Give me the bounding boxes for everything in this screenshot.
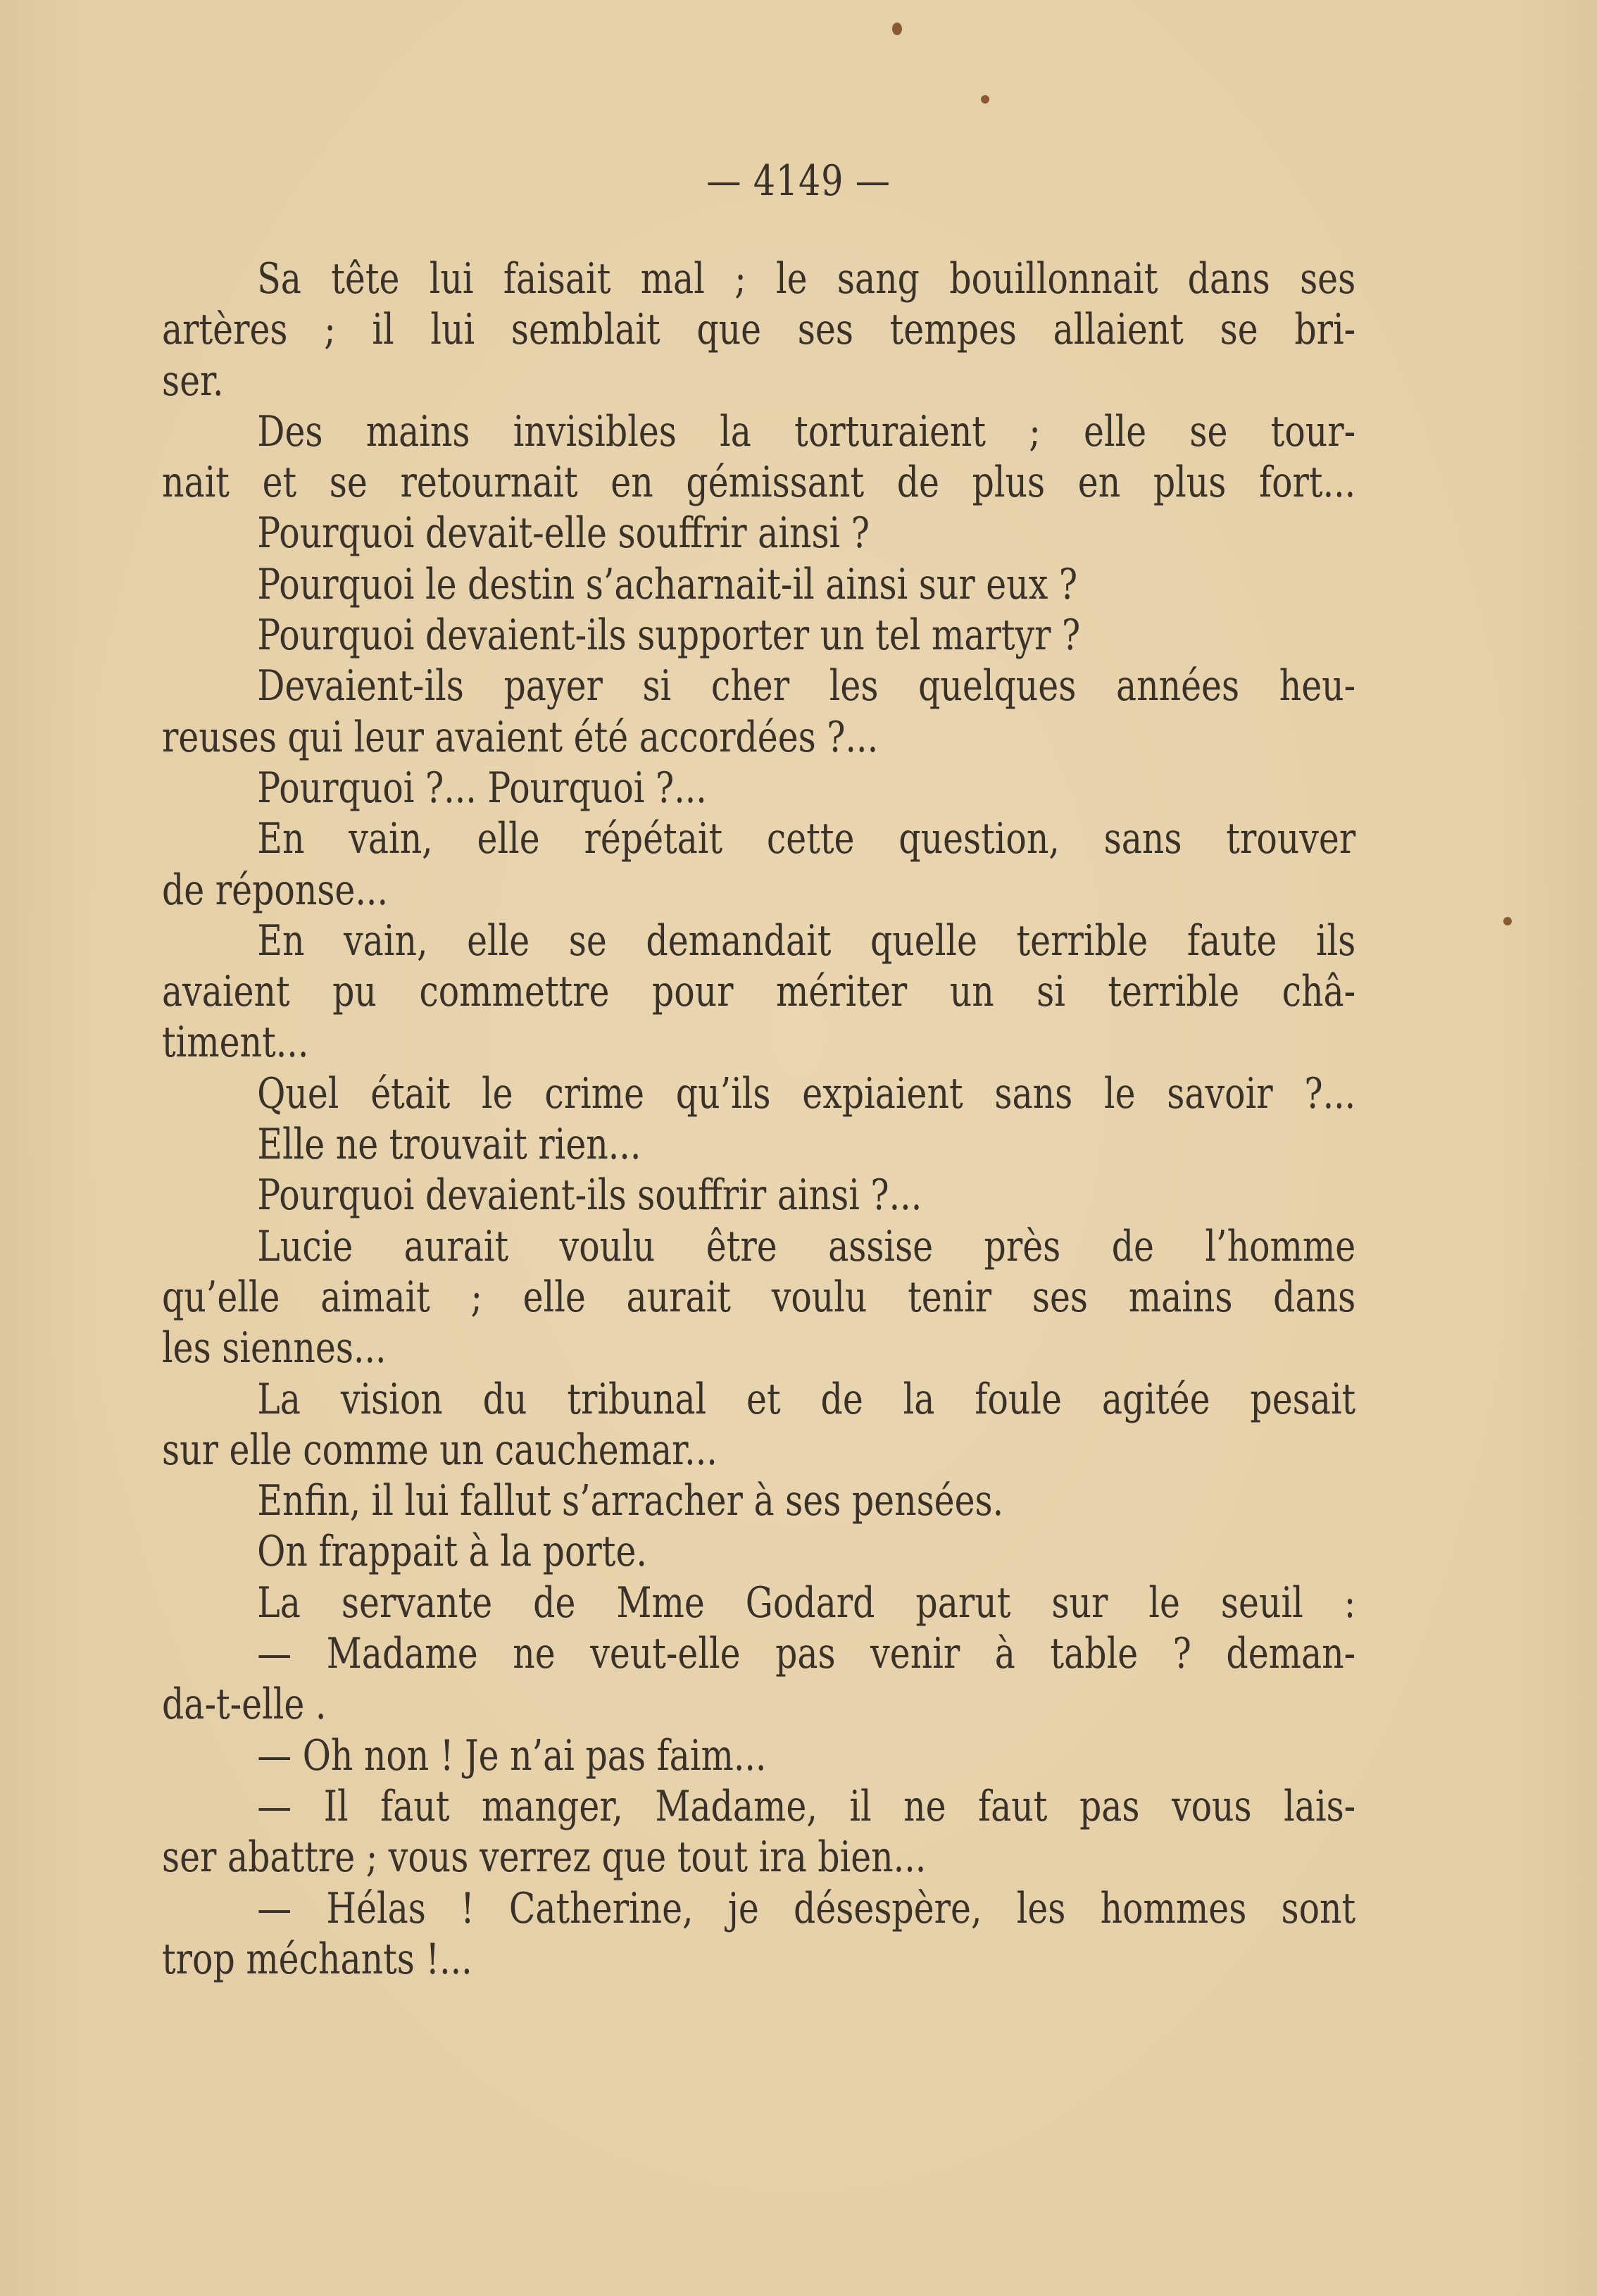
text-line: Enfin, il lui fallut s’arracher à ses pensées. <box>257 1476 1004 1526</box>
text-line: qu’elle aimait ; elle aurait voulu tenir ses mains dans <box>162 1272 1356 1322</box>
ink-speck <box>1503 917 1512 925</box>
text-line: trop méchants !... <box>162 1934 472 1984</box>
text-line: Pourquoi devait-elle souffrir ainsi ? <box>257 509 870 559</box>
text-line: artères ; il lui semblait que ses tempes allaient se bri- <box>162 305 1356 355</box>
ink-speck <box>892 23 902 35</box>
text-line: ser. <box>162 356 224 406</box>
ink-speck <box>981 95 989 104</box>
text-line: — Hélas ! Catherine, je désespère, les hommes sont <box>257 1883 1356 1933</box>
text-line: On frappait à la porte. <box>257 1527 647 1577</box>
text-line: Quel était le crime qu’ils expiaient sans le savoir ?... <box>257 1068 1356 1118</box>
text-line: sur elle comme un cauchemar... <box>162 1425 718 1475</box>
text-line: Pourquoi devaient-ils souffrir ainsi ?... <box>257 1171 922 1221</box>
text-line: de réponse... <box>162 865 389 915</box>
text-line: — Il faut manger, Madame, il ne faut pas vous lais- <box>257 1781 1356 1831</box>
text-line: La servante de Mme Godard parut sur le seuil : <box>257 1578 1356 1628</box>
text-line: avaient pu commettre pour mériter un si terrible châ- <box>162 967 1356 1017</box>
text-line: les siennes... <box>162 1323 387 1373</box>
text-line: ser abattre ; vous verrez que tout ira bien... <box>162 1833 927 1883</box>
text-line: La vision du tribunal et de la foule agitée pesait <box>257 1374 1356 1424</box>
text-line: da-t-elle . <box>162 1680 327 1730</box>
text-line: Sa tête lui faisait mal ; le sang bouillonnait dans ses <box>257 254 1356 304</box>
text-line: Elle ne trouvait rien... <box>257 1120 641 1170</box>
text-line: Devaient-ils payer si cher les quelques années heu- <box>257 661 1356 711</box>
text-line: Des mains invisibles la torturaient ; elle se tour- <box>257 406 1356 456</box>
text-line: Pourquoi le destin s’acharnait-il ainsi sur eux ? <box>257 559 1078 609</box>
text-line: nait et se retournait en gémissant de plus en plus fort... <box>162 458 1356 508</box>
text-line: reuses qui leur avaient été accordées ?... <box>162 712 879 762</box>
text-line: Lucie aurait voulu être assise près de l’homme <box>257 1221 1356 1271</box>
text-line: En vain, elle se demandait quelle terrible faute ils <box>257 916 1356 966</box>
text-line: En vain, elle répétait cette question, sans trouver <box>257 814 1356 864</box>
body-text <box>162 254 1355 1985</box>
text-line: timent... <box>162 1018 309 1068</box>
text-line: Pourquoi devaient-ils supporter un tel martyr ? <box>257 611 1081 661</box>
page-number: — 4149 — <box>706 156 891 206</box>
text-line: — Oh non ! Je n’ai pas faim... <box>257 1730 767 1780</box>
text-line: Pourquoi ?... Pourquoi ?... <box>257 763 707 813</box>
text-line: — Madame ne veut-elle pas venir à table ? deman- <box>257 1629 1356 1679</box>
